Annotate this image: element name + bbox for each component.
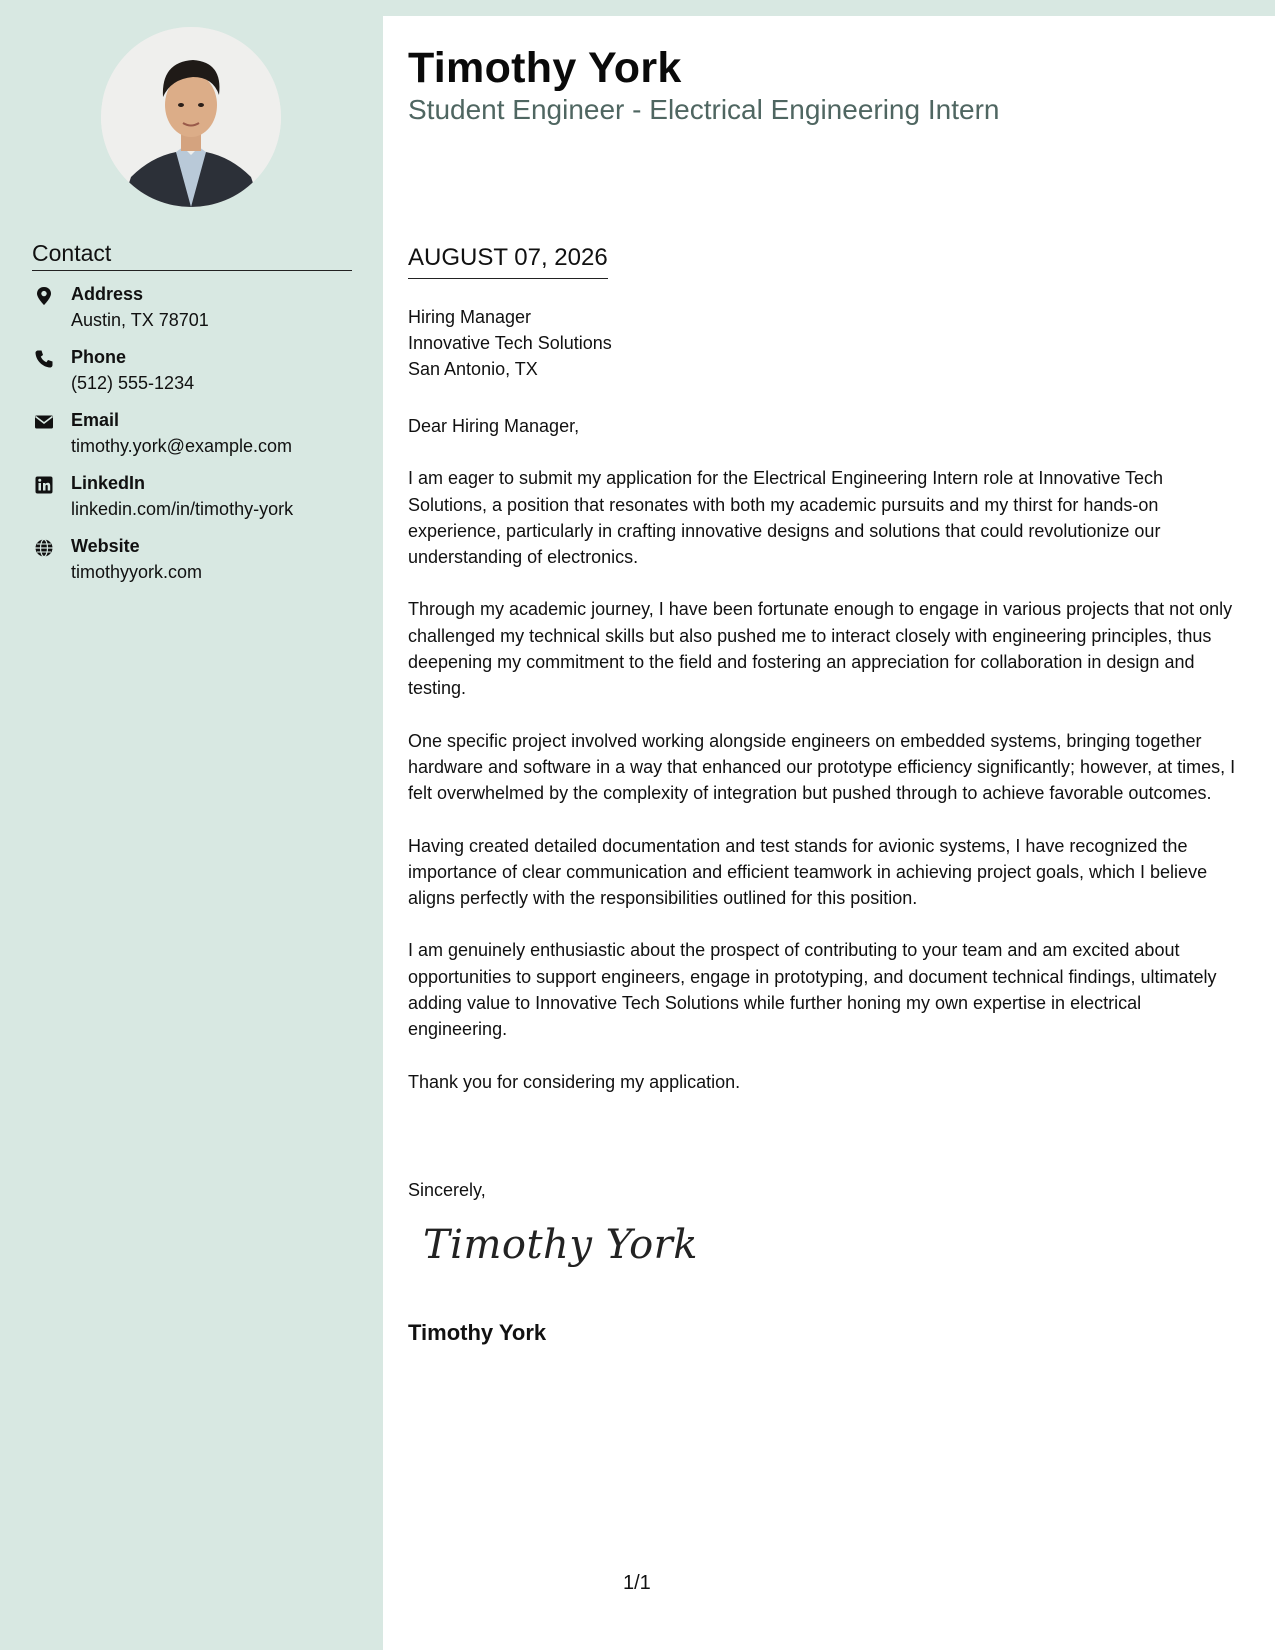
contact-label: Website [71, 536, 140, 556]
page-number: 1/1 [623, 1572, 651, 1594]
contact-label: Email [71, 410, 120, 430]
body-paragraph: I am eager to submit my application for the Electrical Engineering Intern role at Innovative Tech Solutions, a position that resonates with both my academic pursuits and my thirst for hands-on experience, particularly in crafting innovative designs and solutions that could revolutionize our understanding of electronics. [408, 468, 1164, 568]
contact-value: (512) 555-1234 [71, 373, 195, 393]
recipient-block [408, 304, 612, 382]
closing: Sincerely, [408, 1180, 486, 1200]
profile-photo [101, 27, 281, 207]
contact-website [32, 536, 362, 599]
envelope-icon [34, 412, 54, 432]
candidate-name: Timothy York [408, 44, 682, 92]
signed-name: Timothy York [408, 1320, 547, 1345]
sidebar [0, 0, 383, 1650]
phone-icon [34, 349, 54, 369]
letter-page [383, 16, 1275, 1650]
salutation: Dear Hiring Manager, [408, 416, 580, 436]
contact-value: linkedin.com/in/timothy-york [71, 499, 294, 519]
recipient-line: Innovative Tech Solutions [408, 333, 612, 353]
contact-label: LinkedIn [71, 473, 146, 493]
globe-icon [34, 538, 54, 558]
letter-date: AUGUST 07, 2026 [408, 244, 608, 279]
body-paragraph: Having created detailed documentation and test stands for avionic systems, I have recognized the importance of clear communication and efficient teamwork in achieving project goals, which I believe aligns perfectly with the responsibilities outlined for this position. [408, 835, 1208, 909]
recipient-line: San Antonio, TX [408, 359, 538, 379]
contact-list [32, 284, 362, 599]
recipient-line: Hiring Manager [408, 307, 532, 327]
contact-heading: Contact [32, 240, 352, 271]
location-pin-icon [34, 286, 54, 306]
body-paragraph: Thank you for considering my application. [408, 1071, 741, 1092]
contact-value: timothy.york@example.com [71, 436, 293, 456]
contact-address [32, 284, 362, 347]
contact-email [32, 410, 362, 473]
contact-phone [32, 347, 362, 410]
body-paragraph: I am genuinely enthusiastic about the prospect of contributing to your team and am excited about opportunities to support engineers, engage in prototyping, and document technical findings, ultimately adding value to Innovative Tech Solutions while further honing my own expertise in electrical engineering. [408, 940, 1217, 1040]
candidate-title: Student Engineer - Electrical Engineering Intern [408, 94, 1000, 125]
contact-label: Address [71, 284, 144, 304]
letter-body [408, 413, 1238, 1121]
contact-value: timothyyork.com [71, 562, 203, 582]
body-paragraph: Through my academic journey, I have been fortunate enough to engage in various projects that not only challenged my technical skills but also pushed me to interact closely with engineering principles, thus deepening my commitment to the field and fostering an appreciation for collaboration in design and testing. [408, 599, 1233, 699]
linkedin-icon [34, 475, 54, 495]
contact-value: Austin, TX 78701 [71, 310, 209, 330]
contact-linkedin [32, 473, 362, 536]
contact-label: Phone [71, 347, 127, 367]
signature: Timothy York [423, 1222, 699, 1268]
body-paragraph: One specific project involved working alongside engineers on embedded systems, bringing together hardware and software in a way that enhanced our prototype efficiency significantly; however, at times, I felt overwhelmed by the complexity of integration but pushed through to achieve favorable outcomes. [408, 730, 1236, 804]
